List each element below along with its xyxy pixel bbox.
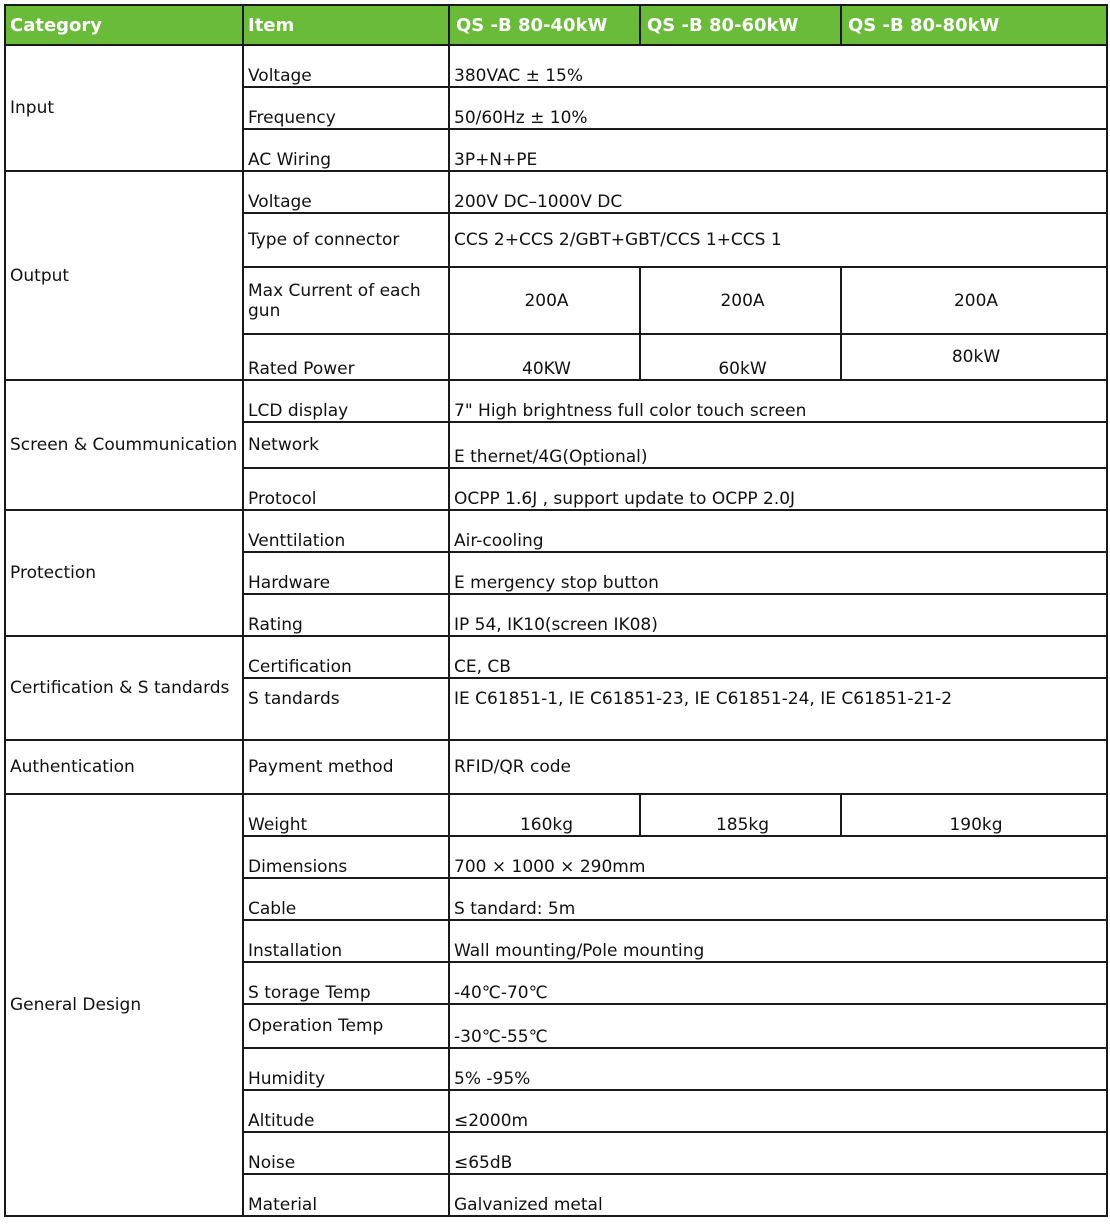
- item-label: Voltage: [243, 45, 449, 87]
- max-current-80kw: 200A: [841, 267, 1107, 334]
- item-value: ≤2000m: [449, 1090, 1107, 1132]
- weight-60kw: 185kg: [640, 794, 841, 836]
- item-value: RFID/QR code: [449, 740, 1107, 794]
- item-label: Hardware: [243, 552, 449, 594]
- item-label: Type of connector: [243, 213, 449, 267]
- category-general-design: General Design: [5, 794, 243, 1216]
- item-value: OCPP 1.6J , support update to OCPP 2.0J: [449, 468, 1107, 510]
- item-label: Rated Power: [243, 334, 449, 380]
- table-row: [5, 636, 1107, 678]
- max-current-60kw: 200A: [640, 267, 841, 334]
- item-value: IP 54, IK10(screen IK08): [449, 594, 1107, 636]
- item-label: Noise: [243, 1132, 449, 1174]
- item-label: Dimensions: [243, 836, 449, 878]
- item-label: Humidity: [243, 1048, 449, 1090]
- category-output: Output: [5, 171, 243, 380]
- item-label: Certification: [243, 636, 449, 678]
- item-value: 50/60Hz ± 10%: [449, 87, 1107, 129]
- table-row: [5, 510, 1107, 552]
- item-label: Payment method: [243, 740, 449, 794]
- category-authentication: Authentication: [5, 740, 243, 794]
- header-category: Category: [5, 5, 243, 45]
- table-row: [5, 794, 1107, 836]
- item-value: Galvanized metal: [449, 1174, 1107, 1216]
- item-label: Material: [243, 1174, 449, 1216]
- item-label: Network: [243, 422, 449, 468]
- category-certification: Certification & S tandards: [5, 636, 243, 740]
- category-protection: Protection: [5, 510, 243, 636]
- header-model-60kw: QS -B 80-60kW: [640, 5, 841, 45]
- item-label: Rating: [243, 594, 449, 636]
- item-value: 7" High brightness full color touch screen: [449, 380, 1107, 422]
- item-label: Max Current of each gun: [243, 267, 449, 334]
- table-row: [5, 171, 1107, 213]
- weight-40kw: 160kg: [449, 794, 640, 836]
- max-current-40kw: 200A: [449, 267, 640, 334]
- header-row: [5, 5, 1107, 45]
- item-label: S torage Temp: [243, 962, 449, 1004]
- item-value: Air-cooling: [449, 510, 1107, 552]
- item-value: 3P+N+PE: [449, 129, 1107, 171]
- item-label: LCD display: [243, 380, 449, 422]
- item-value: E thernet/4G(Optional): [449, 422, 1107, 468]
- item-label: Installation: [243, 920, 449, 962]
- item-value: CE, CB: [449, 636, 1107, 678]
- item-label: Venttilation: [243, 510, 449, 552]
- rated-power-80kw: 80kW: [841, 334, 1107, 380]
- item-label: Altitude: [243, 1090, 449, 1132]
- item-label: S tandards: [243, 678, 449, 740]
- rated-power-40kw: 40KW: [449, 334, 640, 380]
- category-screen: Screen & Coummunication: [5, 380, 243, 510]
- item-value: E mergency stop button: [449, 552, 1107, 594]
- table-row: [5, 380, 1107, 422]
- header-model-40kw: QS -B 80-40kW: [449, 5, 640, 45]
- table-row: [5, 740, 1107, 794]
- rated-power-60kw: 60kW: [640, 334, 841, 380]
- item-label: Protocol: [243, 468, 449, 510]
- item-label: Weight: [243, 794, 449, 836]
- item-value: Wall mounting/Pole mounting: [449, 920, 1107, 962]
- item-value: ≤65dB: [449, 1132, 1107, 1174]
- item-value: CCS 2+CCS 2/GBT+GBT/CCS 1+CCS 1: [449, 213, 1107, 267]
- header-model-80kw: QS -B 80-80kW: [841, 5, 1107, 45]
- item-label: Frequency: [243, 87, 449, 129]
- category-input: Input: [5, 45, 243, 171]
- item-value: 700 × 1000 × 290mm: [449, 836, 1107, 878]
- item-value: 200V DC–1000V DC: [449, 171, 1107, 213]
- header-item: Item: [243, 5, 449, 45]
- item-value: -40℃-70℃: [449, 962, 1107, 1004]
- item-value: 5% -95%: [449, 1048, 1107, 1090]
- item-label: Operation Temp: [243, 1004, 449, 1048]
- item-label: Cable: [243, 878, 449, 920]
- item-label: Voltage: [243, 171, 449, 213]
- item-value: S tandard: 5m: [449, 878, 1107, 920]
- item-value: 380VAC ± 15%: [449, 45, 1107, 87]
- spec-table: [4, 4, 1108, 1217]
- weight-80kw: 190kg: [841, 794, 1107, 836]
- item-label: AC Wiring: [243, 129, 449, 171]
- item-value: -30℃-55℃: [449, 1004, 1107, 1048]
- table-row: [5, 45, 1107, 87]
- item-value: IE C61851-1, IE C61851-23, IE C61851-24, IE C61851-21-2: [449, 678, 1107, 740]
